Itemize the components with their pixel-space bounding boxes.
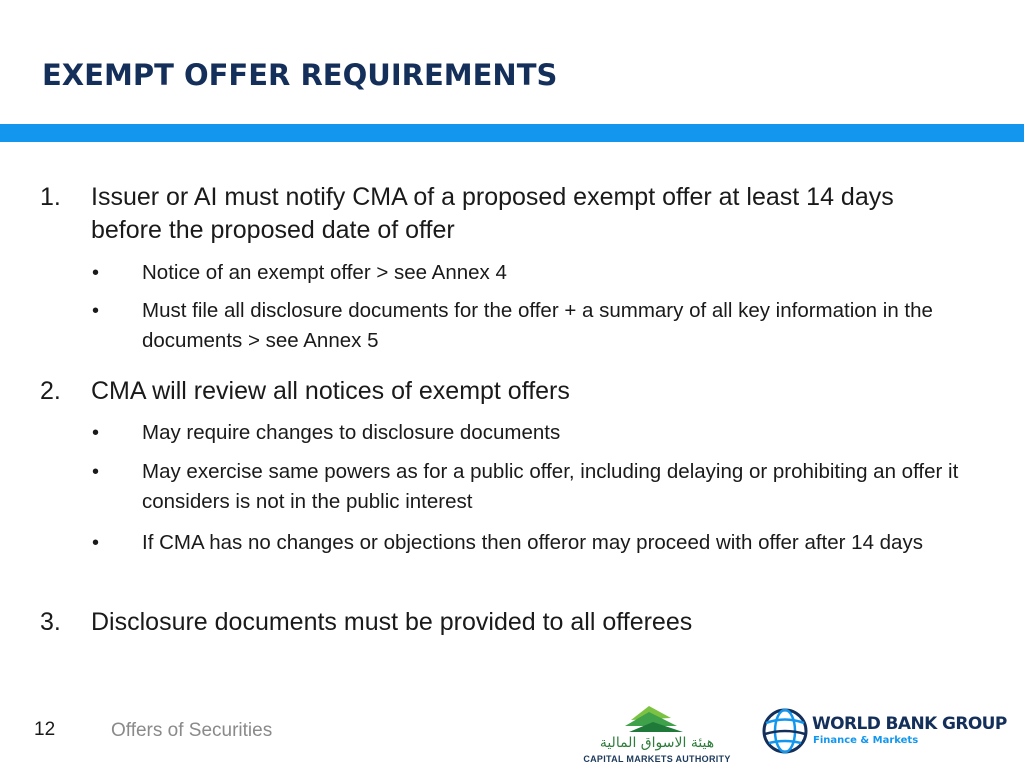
slide-title: EXEMPT OFFER REQUIREMENTS <box>42 58 558 92</box>
list-item-text: Disclosure documents must be provided to all offerees <box>91 608 693 636</box>
world-bank-group-name: WORLD BANK GROUP <box>812 714 1007 734</box>
title-accent-band <box>0 124 1024 142</box>
world-bank-subtitle: Finance & Markets <box>813 735 919 746</box>
sub-bullet-text: Notice of an exempt offer > see Annex 4 <box>142 261 507 284</box>
list-item-number: 3. <box>40 608 61 636</box>
footer-section-label: Offers of Securities <box>111 720 273 741</box>
list-item-text: CMA will review all notices of exempt offers <box>91 377 570 405</box>
world-bank-globe-icon <box>760 706 810 756</box>
sub-bullet-text: If CMA has no changes or objections then offeror may proceed with offer after 14 days <box>142 531 923 554</box>
list-item-number: 1. <box>40 183 61 211</box>
bullet-icon: • <box>92 532 100 554</box>
list-item-text: Issuer or AI must notify CMA of a proposed exempt offer at least 14 days before the proposed date of offer <box>91 183 894 244</box>
bullet-icon: • <box>92 262 100 284</box>
bullet-icon: • <box>92 422 100 444</box>
cma-arabic-name: هيئة الاسواق المالية <box>599 735 715 751</box>
sub-bullet-text: May exercise same powers as for a public offer, including delaying or prohibiting an offer it considers is not in the public interest <box>142 460 959 513</box>
list-item-number: 2. <box>40 377 61 405</box>
page-number: 12 <box>34 719 56 740</box>
sub-bullet-text: May require changes to disclosure documents <box>142 421 561 444</box>
bullet-icon: • <box>92 461 100 483</box>
sub-bullet-text: Must file all disclosure documents for the offer + a summary of all key information in the documents > see Annex 5 <box>142 299 933 352</box>
bullet-icon: • <box>92 300 100 322</box>
cma-english-name: CAPITAL MARKETS AUTHORITY <box>583 754 731 764</box>
